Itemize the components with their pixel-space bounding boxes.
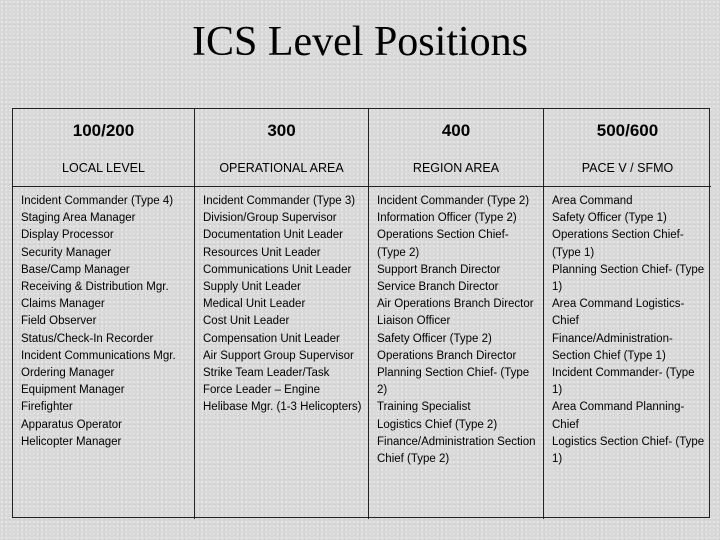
column-scope: REGION AREA: [369, 149, 544, 187]
position-item: Helicopter Manager: [21, 435, 122, 448]
positions-list: [195, 187, 369, 519]
position-item: Logistics Chief (Type 2): [377, 418, 498, 431]
column-scope: LOCAL LEVEL: [13, 149, 195, 187]
position-item: Incident Communications Mgr.: [21, 349, 176, 362]
position-item: Cost Unit Leader: [203, 315, 290, 328]
position-item: Supply Unit Leader: [203, 281, 301, 294]
position-item: Area Command Planning- Chief: [552, 401, 685, 431]
position-item: Compensation Unit Leader: [203, 332, 340, 345]
positions-list: [544, 187, 711, 519]
column-header-level: 400: [369, 109, 544, 149]
position-item: Incident Commander (Type 4): [21, 195, 174, 207]
position-item: Area Command: [552, 195, 633, 207]
position-item: Liaison Officer: [377, 315, 451, 328]
position-item: Area Command Logistics- Chief: [552, 298, 685, 328]
position-item: Air Operations Branch Director: [377, 298, 534, 311]
position-item: Division/Group Supervisor: [203, 212, 337, 225]
position-item: Communications Unit Leader: [203, 263, 352, 276]
position-item: Force Leader – Engine: [203, 384, 320, 397]
position-item: Incident Commander (Type 2): [377, 195, 530, 207]
position-item: Operations Branch Director: [377, 349, 517, 362]
position-item: Equipment Manager: [21, 384, 125, 397]
position-item: Receiving & Distribution Mgr.: [21, 281, 169, 294]
position-item: Firefighter: [21, 401, 73, 414]
position-item: Safety Officer (Type 2): [377, 332, 492, 345]
position-item: Resources Unit Leader: [203, 246, 321, 259]
position-item: Incident Commander- (Type 1): [552, 367, 695, 397]
positions-list: [369, 187, 544, 519]
position-item: Finance/Administration- Section Chief (Type 1): [552, 332, 673, 362]
position-item: Information Officer (Type 2): [377, 212, 517, 225]
column-header-level: 100/200: [13, 109, 195, 149]
position-item: Safety Officer (Type 1): [552, 212, 667, 225]
position-item: Operations Section Chief- (Type 1): [552, 229, 684, 259]
slide-title: ICS Level Positions: [191, 19, 529, 65]
position-item: Planning Section Chief- (Type 1): [552, 263, 705, 294]
position-item: Air Support Group Supervisor: [203, 349, 354, 362]
position-item: Planning Section Chief- (Type 2): [377, 367, 530, 397]
position-item: Logistics Section Chief- (Type 1): [552, 435, 705, 466]
position-item: Display Processor: [21, 229, 114, 242]
position-item: Operations Section Chief- (Type 2): [377, 229, 509, 259]
position-item: Training Specialist: [377, 401, 471, 414]
position-item: Helibase Mgr. (1-3 Helicopters): [203, 401, 362, 414]
position-item: Service Branch Director: [377, 281, 499, 294]
position-item: Strike Team Leader/Task: [203, 367, 330, 380]
position-item: Apparatus Operator: [21, 418, 123, 431]
position-item: Ordering Manager: [21, 367, 115, 380]
positions-table: [12, 108, 710, 518]
positions-list: [13, 187, 195, 519]
column-header-level: 500/600: [596, 121, 659, 140]
position-item: Security Manager: [21, 246, 112, 259]
position-item: Support Branch Director: [377, 263, 501, 276]
position-item: Medical Unit Leader: [203, 298, 306, 311]
position-item: Claims Manager: [21, 298, 105, 311]
position-item: Field Observer: [21, 315, 97, 328]
position-item: Finance/Administration Section Chief (Type 2): [377, 435, 536, 466]
column-header-level: 300: [195, 109, 369, 149]
column-scope: PACE V / SFMO: [544, 149, 711, 187]
position-item: Staging Area Manager: [21, 212, 136, 225]
position-item: Documentation Unit Leader: [203, 229, 343, 242]
position-item: Base/Camp Manager: [21, 263, 130, 276]
position-item: Status/Check-In Recorder: [21, 332, 154, 345]
column-scope: OPERATIONAL AREA: [195, 149, 369, 187]
position-item: Incident Commander (Type 3): [203, 195, 356, 207]
